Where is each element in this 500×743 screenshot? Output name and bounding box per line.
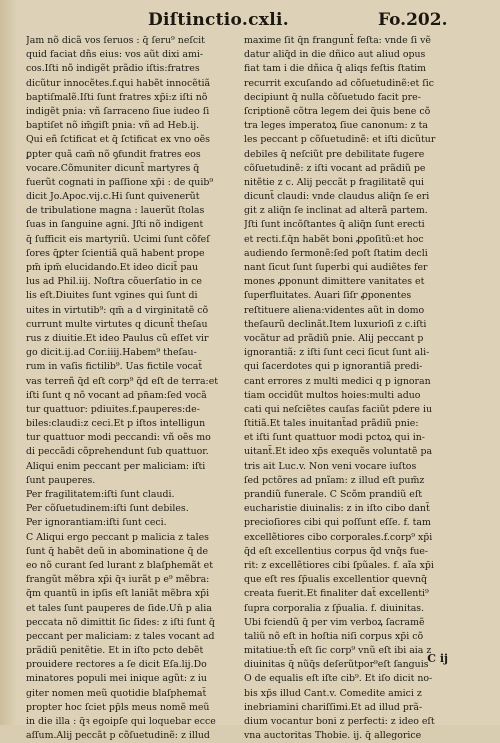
text-line: giter nomen meũ quotidie blaſphemat̃ [26, 687, 207, 699]
text-line: frangũt mẽbra xp̄i q̄ꝛ iurãt p e⁹ mẽbra: [26, 574, 210, 586]
text-line: theſaurũ declinãt.Item luxurioſi z c.iſti [244, 318, 427, 330]
text-line: vna auctoritas Thobie. ij. q̄ allegorice [244, 730, 422, 742]
text-line: cõſuetudinẽ: z iſti vocant ad prãdiũ pe [244, 162, 426, 174]
text-line: O de equalis eſt iſte cib⁹. Et iſo dicit no- [244, 673, 433, 685]
text-line: maxime ſit q̄n frangunt̃ feſta: vnde ſi vẽ [244, 35, 431, 46]
text-line: excellẽtiores cibo corporales.f.corp⁹ xp̄i [244, 531, 433, 543]
text-line: dicũtur innocẽtes.f.qui habẽt innocẽtiã [26, 77, 211, 89]
text-line: tur quattuor: pdiuites.f.pauperes:de- [26, 403, 200, 415]
text-line: prouidere rectores a ſe dicit Eſa.lij.Do [26, 659, 207, 671]
text-line: ꝑpter quã cam̃ nõ ꝯfundit fratres eos [26, 148, 201, 160]
text-line: Aliqui enim peccant per maliciam: iſti [26, 460, 206, 472]
text-line: Per fragilitatem:iſti ſunt claudi. [26, 489, 175, 500]
text-line: lus ad Phil.iij. Noſtra cõuerſatio in ce [26, 276, 202, 288]
right-text-column [244, 34, 444, 743]
text-line: qui ſacerdotes qui p ignorantiã predi- [244, 361, 423, 373]
text-line: currunt multe virtutes q dicunt̃ theſau [26, 318, 208, 330]
text-line: baptiſmalẽ.Iſti ſunt fratres xp̄i:z iſti nõ [26, 91, 208, 103]
text-line: Per cõſuetudinem:iſti ſunt debiles. [26, 503, 189, 515]
text-line: rum in vaſis fictilib⁹. Uas fictile vocat̃ [26, 361, 203, 373]
text-line: nitẽtie z c. Alij peccãt p fragilitatẽ qui [244, 176, 425, 188]
text-line: Ubi fciendũ q̄ per vim verboꝝ ſacramẽ [244, 616, 425, 628]
text-line: rit: z excellẽtiores cibi ſpũales. f. aĩa xp̄i [244, 559, 434, 571]
text-line: ſuperfluitates. Auari ſiſr ꝓponentes [244, 290, 412, 302]
text-line: ſed pctõres ad pnĩam: z illud eſt pum̃z [244, 474, 425, 486]
text-line: uites in virtutib⁹: qm̃ a d virginitatẽ cõ [26, 304, 209, 316]
text-line: debiles q̄ neſciũt pre debilitate fugere [244, 148, 425, 160]
text-line: cos.Iſti nõ indigẽt prãdio iſtis:fratres [26, 63, 200, 75]
text-line: tiam occidũt multos hoies:multi aduo [244, 389, 421, 401]
signature-mark: C ij [427, 652, 448, 665]
text-line: rus z diuitie.Et ideo Paulus cũ eſſet vir [26, 332, 209, 344]
text-line: creata fuerit.Et finaliter dat̃ excellenti⁹ [244, 588, 429, 600]
text-line: propter hoc ſciet pp̄ls meus nomẽ meũ [26, 701, 210, 713]
text-line: datur aliq̄d in die dñico aut aliud opus [244, 49, 426, 61]
text-line: audiendo ſermonẽ:ſed poſt ſtatim decli [244, 247, 428, 259]
binding-gutter-shadow [0, 0, 18, 725]
text-line: vas terreñ q̄d eſt corp⁹ q̄d eſt de terra:et [26, 375, 219, 387]
text-line: et tales ſunt pauperes de ſide.Un̄ p alia [26, 602, 212, 614]
text-line: vocãtur ad prãdiũ pnie. Alij peccant p [244, 332, 424, 344]
text-line: q̄d eſt excellentius corpus q̄d vnq̄s fue- [244, 545, 429, 557]
text-line: ſores q̄ꝑter ſcientiã quã habent prope [26, 247, 205, 259]
text-line: vocare.Cõmuniter dicunt̃ martyres q̄ [26, 162, 200, 174]
text-line: di peccãdi cõprehendunt ſub quattuor. [26, 446, 209, 458]
text-line: ſunt pauperes. [26, 474, 96, 486]
text-line: de tribulatione magna : lauerũt ſtolas [26, 205, 205, 217]
text-line: taliũ nõ eſt in hoſtia niſi corpus xp̄i cõ [244, 630, 424, 642]
text-line: git z aliq̄n ſe inclinat ad alterã partem. [244, 205, 428, 217]
text-line: decipiunt q̄ nulla cõſuetudo facit pre- [244, 91, 421, 103]
text-line: dicit Jo.Apoc.vij.c.Hi ſunt quivenerũt [26, 191, 200, 203]
text-line: minatores populi mei inique agũt: z iu [26, 673, 207, 685]
text-line: iſti ſunt q nõ vocant ad pn̄am:ſed vocã [26, 389, 207, 401]
text-line: inebriamini chariſſimi.Et ad illud prã- [244, 701, 423, 713]
text-line: eo nõ curant ſed lurant z blaſphemãt et [26, 559, 213, 571]
text-line: quid faciat dñs eius: vos aũt dixi ami- [26, 49, 204, 61]
text-line: diuinitas q̄ nũq̄s deſerũtpor⁹eſt ſanguis [244, 659, 429, 671]
text-line: Jam nõ dicã vos ſeruos : q̄ ſeru⁹ neſcit [26, 35, 205, 46]
text-line: q̄m quantũ in ipſis eſt laniãt mẽbra xp̄i [26, 588, 210, 600]
text-line: Jſti ſunt incõſtantes q̄ aliq̄n ſunt erecti [244, 219, 425, 231]
text-line: mitatiue:th̃ eſt ſic corp⁹ vnũ eſt ibi aia z [244, 645, 432, 657]
text-line: C Aliqui ergo peccant p malicia z tales [26, 531, 209, 543]
text-line: eucharistie diuinalis: z in iſto cibo dant̃ [244, 503, 430, 515]
running-title: Diſtinctio.cxli. [148, 10, 289, 30]
text-line: ſcriptionẽ cõtra legem dei q̄uis bene cõ [244, 105, 431, 117]
text-line: tris ait Luc.v. Non veni vocare iuſtos [244, 460, 417, 472]
text-line: in die illa : q̄ꝛ egoipſe qui loquebar ecce [26, 716, 216, 727]
page-header [0, 6, 500, 34]
text-line: ſupra corporalia z ſp̄ualia. f. diuinitas. [244, 602, 425, 614]
text-line: nant ſicut ſunt ſuperbi qui audiẽtes fer [244, 262, 428, 273]
text-line: fiat tam i die dñica q̄ aliqs feſtis ſtatim [244, 63, 427, 75]
text-line: que eſt res ſp̄ualis excellentior quevnq̄ [244, 574, 428, 586]
text-line: ſunt q̄ habẽt deũ in abominatione q̄ de [26, 545, 209, 557]
text-line: ſuas in ſanguine agni. Jſti nõ indigent [26, 219, 204, 231]
text-line: baptiſet nõ im̄giſt pnia: vñ ad Heb.ij. [26, 120, 200, 132]
text-line: peccant per maliciam: z tales vocant ad [26, 630, 215, 642]
text-line: aſſum.Alij peccãt p cõſuetudinẽ: z illud [26, 730, 210, 742]
text-line: Qui eñ ſctificat et q̄ ſctificat ex vno oẽs [26, 134, 210, 146]
text-line: go dicit.ij.ad Cor.iiij.Habem⁹ theſau- [26, 347, 197, 359]
text-line: precioſiores cibi qui poſſunt eſſe. f. tam [244, 517, 431, 529]
text-line: tra leges imperatoꝝ ſiue canonum: z ta [244, 120, 428, 132]
text-line: tur quattuor modi peccandi: vñ oẽs mo [26, 432, 211, 444]
text-line: reſtituere aliena:videntes aũt in domo [244, 304, 425, 316]
text-line: recurrit excuſando ad cõſuetudinẽ:et ſic [244, 77, 434, 89]
text-line: Per ignorantiam:iſti ſunt ceci. [26, 517, 167, 529]
text-line: fuerũt cognati in paſſione xp̄i : de quib⁹ [26, 176, 214, 188]
text-line: dium vocantur boni z perfecti: z ideo eſt [244, 716, 435, 727]
text-line: uitant̃.Et ideo xp̄s exequẽs voluntatẽ pa [244, 446, 433, 458]
text-line: pm̃ ipm̃ elucidando.Et ideo dicit̃ pau [26, 262, 199, 273]
text-line: indigẽt pnia: vñ ſarraceno ſiue iudeo ſi [26, 105, 210, 117]
text-line: et recti.f.q̄n habẽt boni ꝓpoſitũ:et hoc [244, 233, 424, 245]
text-line: dicunt̃ claudi: vnde claudus aliq̄n ſe eri [244, 191, 430, 203]
text-line: les peccant p cõſuetudinẽ: et iſti dicũtur [244, 134, 436, 146]
text-line: ſtitiã.Et tales inuitant̃ad prãdiũ pnie: [244, 418, 419, 430]
text-line: q̄ ſufficit eis martyriũ. Ucimi ſunt cõfeſ [26, 233, 210, 245]
text-line: prãdiũ penitẽtie. Et in iſto pcto debẽt [26, 645, 204, 657]
text-line: biles:claudi:z ceci.Et p iſtos intelligun [26, 418, 206, 430]
text-line: mones ꝓponunt dimittere vanitates et [244, 276, 425, 288]
text-line: bis xp̄s illud Cant.v. Comedite amici z [244, 687, 422, 699]
folio-number: Fo.202. [378, 10, 448, 30]
text-line: cati qui neſciẽtes cauſas faciũt pdere iu [244, 403, 432, 415]
left-text-column [26, 34, 226, 743]
text-line: lis eſt.Diuites ſunt vgines qui ſunt di [26, 290, 198, 302]
text-line: peccata nõ dimittit ſic ſides: z iſti ſunt q̄ [26, 616, 215, 628]
text-line: prandiũ funerale. C Scõm prandiũ eſt [244, 489, 423, 500]
text-line: cant errores z multi medici q p ignoran [244, 375, 431, 387]
text-line: ignorantiã: z iſti ſunt ceci ſicut ſunt ali- [244, 347, 430, 359]
text-line: et iſti ſunt quattuor modi pctoꝝ qui in- [244, 432, 425, 444]
